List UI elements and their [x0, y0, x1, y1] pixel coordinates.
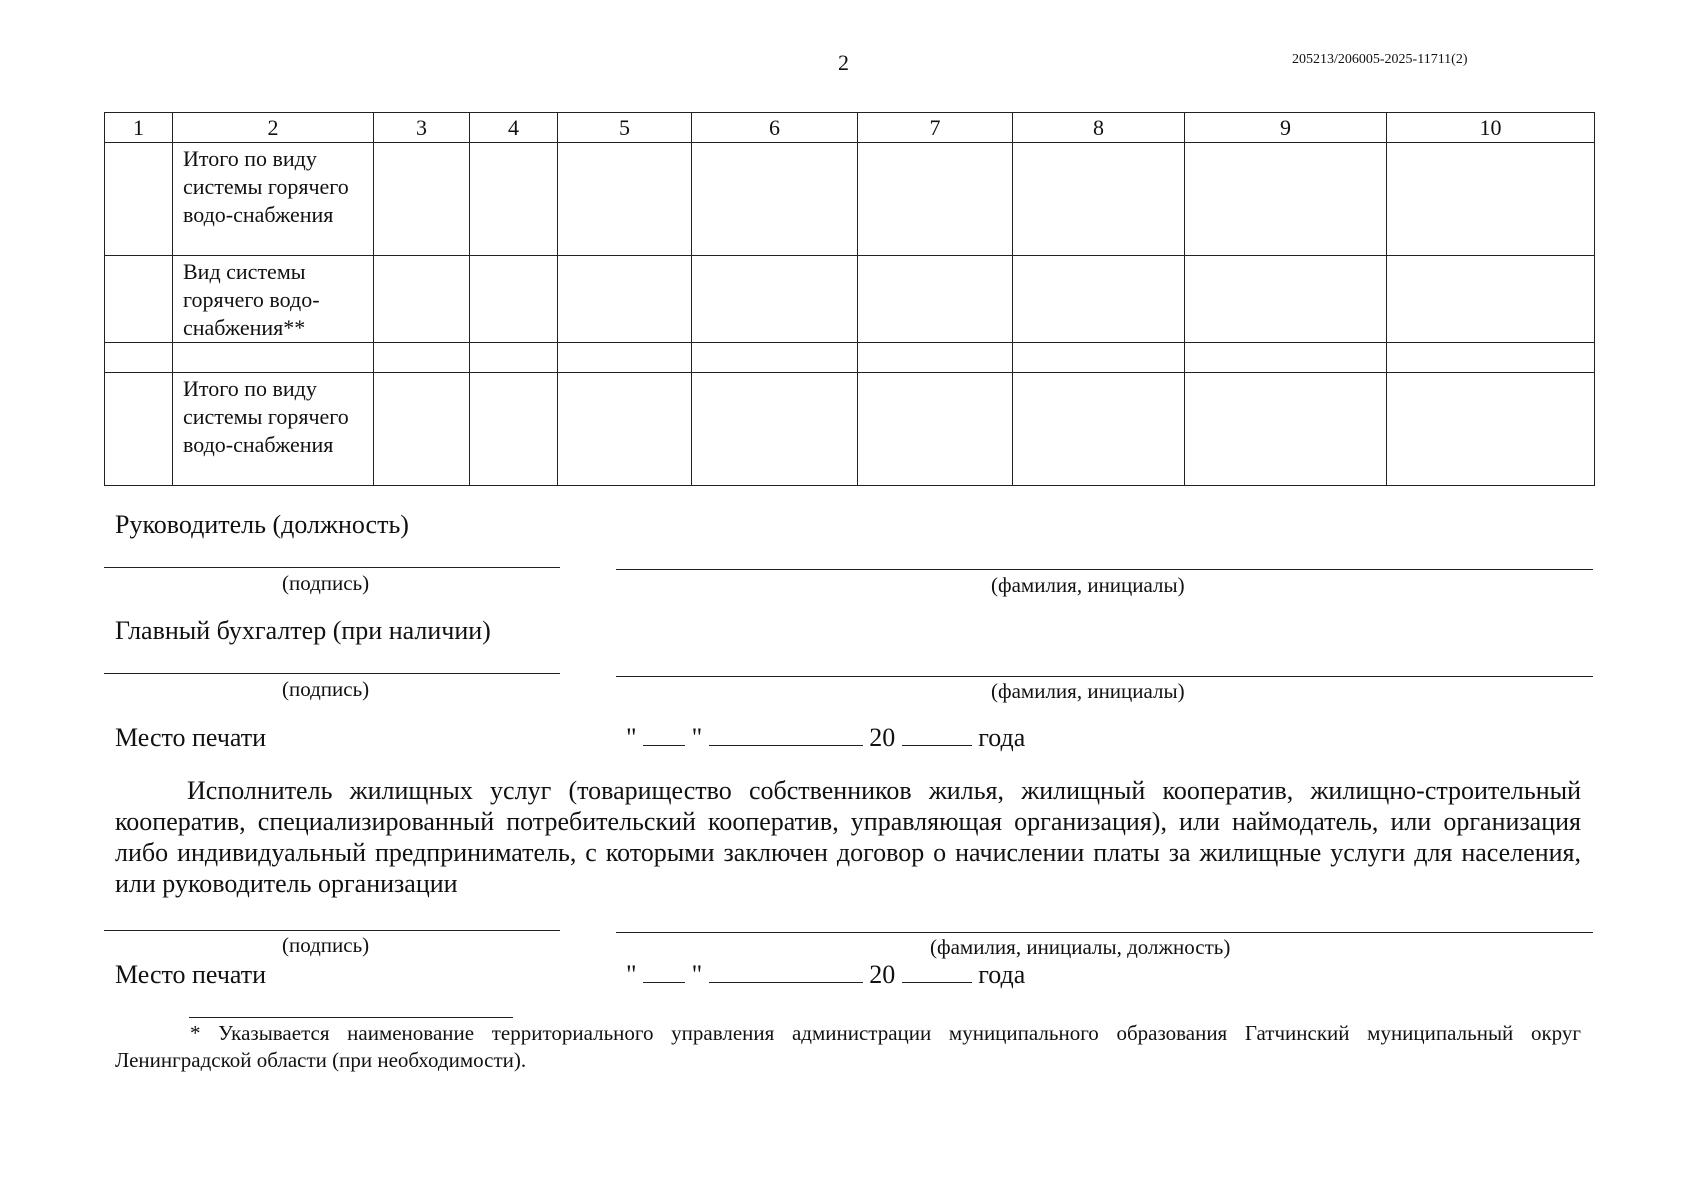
- column-number: 3: [374, 113, 470, 143]
- table-cell: [470, 143, 558, 256]
- stamp-label: Место печати: [115, 723, 267, 752]
- table-cell: [558, 343, 692, 373]
- executor-paragraph: Исполнитель жилищных услуг (товарищество собственников жилья, жилищный кооператив, жилищно-строительный кооператив, специализированный потребительский кооператив, управляющая организация), или наймодатель, или организация либо индивидуальный предприниматель, с которыми заключен договор о начислении платы за жилищные услуги для населения, или руководитель организации: [115, 776, 1581, 898]
- table-cell: [105, 373, 173, 486]
- table-cell: [374, 343, 470, 373]
- head-signature-line: [104, 567, 560, 568]
- executor-name-line: [616, 932, 1593, 933]
- table-cell: [558, 373, 692, 486]
- date-line: [626, 960, 1025, 990]
- table-cell: [858, 256, 1013, 343]
- date-century: 20: [869, 960, 896, 989]
- table-cell: [1387, 256, 1595, 343]
- day-blank: [643, 960, 685, 983]
- accountant-signature-caption: (подпись): [282, 677, 370, 701]
- column-number: 10: [1387, 113, 1595, 143]
- table-cell: [692, 373, 858, 486]
- month-blank: [709, 723, 863, 746]
- footnote-separator: [189, 1017, 513, 1018]
- executor-name-position-caption: (фамилия, инициалы, должность): [930, 935, 1231, 959]
- table-cell: [692, 143, 858, 256]
- table-cell: [374, 256, 470, 343]
- head-name-line: [616, 569, 1593, 570]
- table-cell: [558, 256, 692, 343]
- day-blank: [643, 723, 685, 746]
- column-number-row: [105, 113, 1595, 143]
- table-cell: [1013, 343, 1185, 373]
- table-cell: [105, 256, 173, 343]
- executor-signature-line: [104, 930, 560, 931]
- column-number: 2: [173, 113, 374, 143]
- data-table: [104, 112, 1595, 486]
- table-cell: [374, 143, 470, 256]
- date-century: 20: [869, 723, 896, 752]
- executor-signature-caption: (подпись): [282, 933, 370, 957]
- document-code: 205213/206005-2025-11711(2): [1292, 52, 1468, 67]
- head-signature-caption: (подпись): [282, 571, 370, 595]
- table-cell: [470, 373, 558, 486]
- table-row: [105, 143, 1595, 256]
- table-cell: [858, 343, 1013, 373]
- table-cell: [1013, 373, 1185, 486]
- table-cell: [470, 256, 558, 343]
- table-row: [105, 343, 1595, 373]
- stamp-label: Место печати: [115, 960, 267, 989]
- table-cell: [1185, 373, 1387, 486]
- table-cell: [1185, 143, 1387, 256]
- date-suffix: года: [978, 960, 1026, 989]
- row-label: Итого по виду системы горячего водо-снабжения: [173, 143, 374, 256]
- table-cell: [1387, 343, 1595, 373]
- row-label: [173, 343, 374, 373]
- table-cell: [692, 256, 858, 343]
- head-name-caption: (фамилия, инициалы): [991, 573, 1185, 597]
- table-cell: [105, 143, 173, 256]
- head-title: Руководитель (должность): [115, 510, 409, 539]
- column-number: 5: [558, 113, 692, 143]
- date-open-quote: ": [626, 723, 637, 752]
- row-label: Вид системы горячего водо-снабжения**: [173, 256, 374, 343]
- table-cell: [1013, 143, 1185, 256]
- accountant-title: Главный бухгалтер (при наличии): [115, 616, 491, 645]
- accountant-name-line: [616, 676, 1593, 677]
- table-row: [105, 373, 1595, 486]
- table-cell: [470, 343, 558, 373]
- month-blank: [709, 960, 863, 983]
- table-cell: [105, 343, 173, 373]
- year-blank: [902, 960, 972, 983]
- column-number: 9: [1185, 113, 1387, 143]
- column-number: 1: [105, 113, 173, 143]
- date-close-quote: ": [691, 960, 703, 989]
- table-cell: [1185, 343, 1387, 373]
- date-line: [626, 723, 1025, 753]
- date-suffix: года: [978, 723, 1026, 752]
- year-blank: [902, 723, 972, 746]
- date-close-quote: ": [691, 723, 703, 752]
- table-cell: [1387, 373, 1595, 486]
- column-number: 6: [692, 113, 858, 143]
- table-cell: [558, 143, 692, 256]
- row-label: Итого по виду системы горячего водо-снабжения: [173, 373, 374, 486]
- date-open-quote: ": [626, 960, 637, 989]
- table-cell: [1013, 256, 1185, 343]
- footnote: * Указывается наименование территориального управления администрации муниципального образования Гатчинский муниципальный округ Ленинградской области (при необходимости).: [115, 1021, 1581, 1072]
- table-cell: [692, 343, 858, 373]
- column-number: 4: [470, 113, 558, 143]
- column-number: 8: [1013, 113, 1185, 143]
- table-cell: [1185, 256, 1387, 343]
- table-cell: [858, 143, 1013, 256]
- column-number: 7: [858, 113, 1013, 143]
- accountant-name-caption: (фамилия, инициалы): [991, 679, 1185, 703]
- table-row: [105, 256, 1595, 343]
- accountant-signature-line: [104, 673, 560, 674]
- table-cell: [858, 373, 1013, 486]
- page-number: 2: [838, 50, 849, 75]
- table-cell: [374, 373, 470, 486]
- table-cell: [1387, 143, 1595, 256]
